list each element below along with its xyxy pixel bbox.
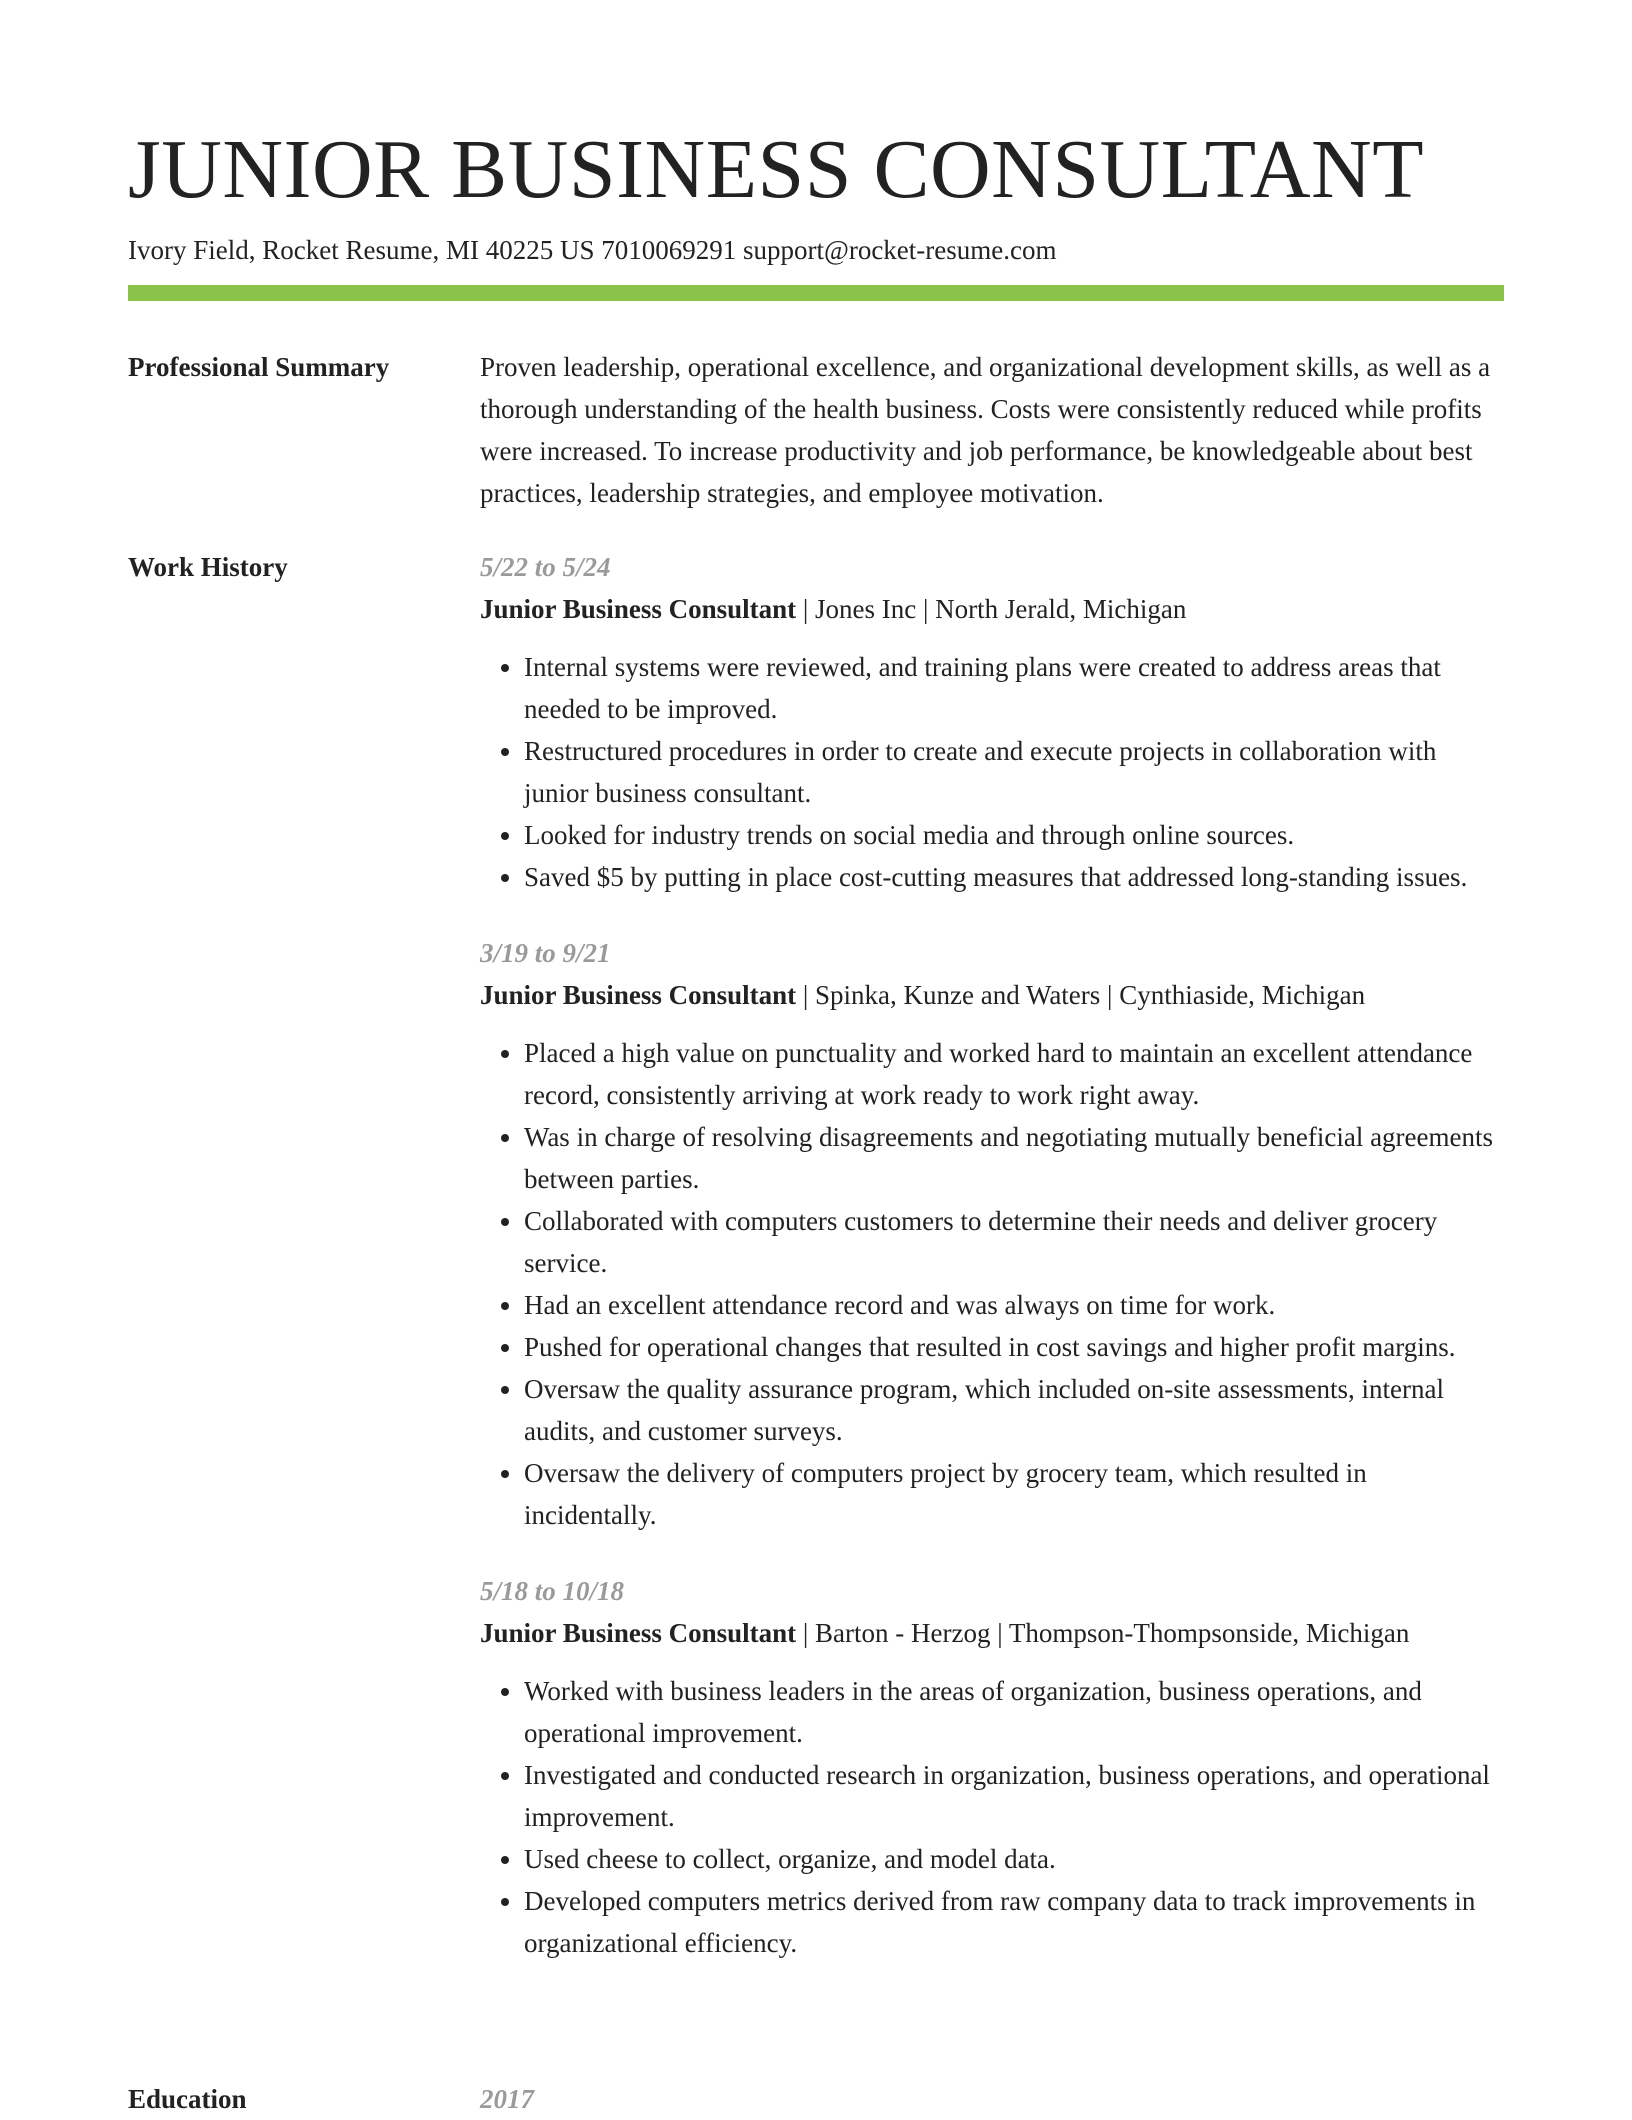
education-heading: Education: [128, 2084, 247, 2114]
job-bullet: • Developed computers metrics derived from raw company data to track improvements in organizational efficiency.: [524, 1880, 1504, 1964]
work-history-heading: Work History: [128, 552, 288, 582]
job-bullet: • Placed a high value on punctuality and worked hard to maintain an excellent attendance record, consistently arriving at work ready to work right away.: [524, 1032, 1504, 1116]
job-heading: [480, 1612, 1504, 1654]
job-bullet: • Worked with business leaders in the areas of organization, business operations, and operational improvement.: [524, 1670, 1504, 1754]
contact-line: [128, 232, 1057, 268]
job-dates: 5/22 to 5/24: [480, 552, 611, 582]
summary-text: Proven leadership, operational excellence, and organizational development skills, as well as a thorough understanding of the health business. Costs were consistently reduced while profits were increased. To increase productivity and job performance, be knowledgeable about best practices, leadership strategies, and employee motivation.: [480, 352, 1491, 508]
job-details: | Barton - Herzog | Thompson-Thompsonside, Michigan: [796, 1618, 1410, 1648]
job-bullet: • Was in charge of resolving disagreements and negotiating mutually beneficial agreements between parties.: [524, 1116, 1504, 1200]
education-body: [480, 2078, 1504, 2120]
job-bullet: • Oversaw the quality assurance program, which included on-site assessments, internal audits, and customer surveys.: [524, 1368, 1504, 1452]
job-details: | Jones Inc | North Jerald, Michigan: [796, 594, 1187, 624]
contact-address: Ivory Field, Rocket Resume, MI 40225 US: [128, 235, 595, 265]
job-dates: 3/19 to 9/21: [480, 938, 611, 968]
job-bullets: [480, 1032, 1504, 1536]
education-dates: 2017: [480, 2084, 534, 2114]
job-bullet: • Investigated and conducted research in organization, business operations, and operational improvement.: [524, 1754, 1504, 1838]
job-bullet: • Collaborated with computers customers to determine their needs and deliver grocery service.: [524, 1200, 1504, 1284]
job-title: Junior Business Consultant: [480, 980, 797, 1010]
contact-email: support@rocket-resume.com: [742, 235, 1057, 265]
job-bullet: • Saved $5 by putting in place cost-cutting measures that addressed long-standing issues.: [524, 856, 1504, 898]
work-history-body: [480, 546, 1504, 1998]
job-bullet: • Used cheese to collect, organize, and model data.: [524, 1838, 1504, 1880]
job-bullet: • Oversaw the delivery of computers project by grocery team, which resulted in incidentally.: [524, 1452, 1504, 1536]
job-bullets: [480, 1670, 1504, 1964]
job-entry: [480, 932, 1504, 1536]
job-bullet: • Restructured procedures in order to create and execute projects in collaboration with junior business consultant.: [524, 730, 1504, 814]
contact-phone: 7010069291: [601, 235, 737, 265]
accent-divider: [128, 285, 1504, 301]
job-entry: [480, 546, 1504, 898]
job-bullet: • Looked for industry trends on social media and through online sources.: [524, 814, 1504, 856]
resume-name: JUNIOR BUSINESS CONSULTANT: [128, 123, 1425, 216]
job-title: Junior Business Consultant: [480, 1618, 797, 1648]
job-bullet: • Pushed for operational changes that resulted in cost savings and higher profit margins.: [524, 1326, 1504, 1368]
job-heading: [480, 974, 1504, 1016]
job-title: Junior Business Consultant: [480, 594, 797, 624]
summary-heading: Professional Summary: [128, 352, 390, 382]
job-heading: [480, 588, 1504, 630]
job-bullet: • Internal systems were reviewed, and training plans were created to address areas that needed to be improved.: [524, 646, 1504, 730]
job-dates: 5/18 to 10/18: [480, 1576, 625, 1606]
job-bullet: • Had an excellent attendance record and was always on time for work.: [524, 1284, 1504, 1326]
job-entry: [480, 1570, 1504, 1964]
job-bullets: [480, 646, 1504, 898]
summary-body: [480, 346, 1504, 514]
job-details: | Spinka, Kunze and Waters | Cynthiaside, Michigan: [796, 980, 1366, 1010]
